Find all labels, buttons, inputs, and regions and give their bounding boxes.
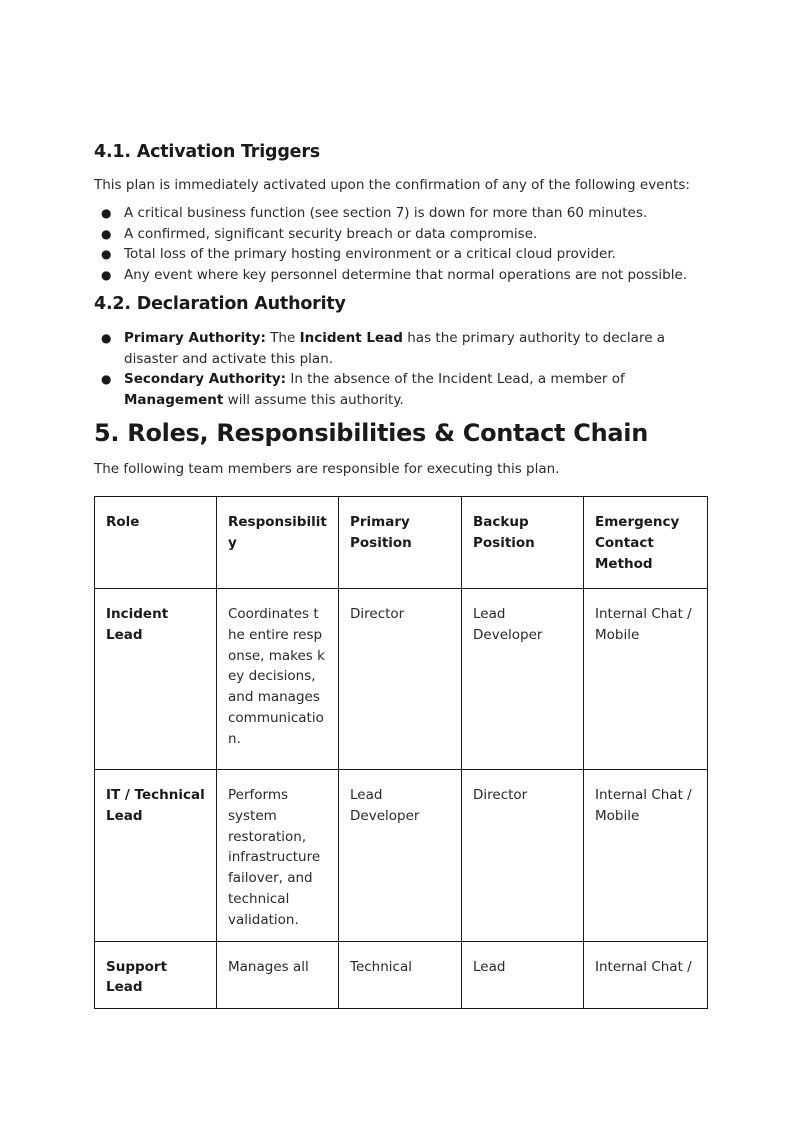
header-emergency-contact: Emergency Contact Method [584, 497, 708, 589]
cell-primary-position: Director [339, 589, 462, 770]
activation-triggers-list [94, 203, 687, 285]
bullet-icon: ● [101, 247, 112, 261]
cell-responsibility: Manages all [217, 941, 339, 1009]
header-backup-position: Backup Position [462, 497, 584, 589]
table-row [95, 589, 708, 770]
cell-primary-position: Lead Developer [339, 770, 462, 942]
list-item-secondary-authority: ● Secondary Authority: In the absence of the Incident Lead, a member of Management will assume this authority. [101, 371, 625, 408]
section-5-intro: The following team members are responsible for executing this plan. [94, 461, 560, 477]
bullet-icon: ● [101, 267, 112, 282]
cell-backup-position: Director [462, 770, 584, 942]
cell-contact-method: Internal Chat / [584, 941, 708, 1009]
cell-backup-position: Lead Developer [462, 589, 584, 770]
section-4-1-intro: This plan is immediately activated upon the confirmation of any of the following events: [94, 177, 690, 193]
section-4-2-heading: 4.2. Declaration Authority [94, 294, 346, 314]
cell-contact-method: Internal Chat / Mobile [584, 770, 708, 942]
bullet-icon: ● [101, 372, 112, 386]
table-row [95, 941, 708, 1009]
header-primary-position: Primary Position [339, 497, 462, 589]
cell-contact-method: Internal Chat / Mobile [584, 589, 708, 770]
section-4-1-heading: 4.1. Activation Triggers [94, 142, 320, 162]
cell-role: Support Lead [95, 941, 217, 1009]
declaration-authority-list [94, 328, 694, 410]
cell-backup-position: Lead [462, 941, 584, 1009]
list-item: ● A confirmed, significant security breach or data compromise. [94, 224, 687, 245]
list-item-primary-authority: ● Primary Authority: The Incident Lead has the primary authority to declare a disaster and activate this plan. [101, 330, 666, 367]
cell-responsibility: Performs system restoration, infrastructure failover, and technical validation. [217, 770, 339, 942]
list-item: ● Total loss of the primary hosting environment or a critical cloud provider. [94, 244, 687, 265]
table-row [95, 770, 708, 942]
table-header-row [95, 497, 708, 589]
cell-responsibility: Coordinates the entire response, makes key decisions, and manages communication. [217, 589, 339, 770]
bullet-icon: ● [101, 331, 112, 345]
list-item: ● A critical business function (see section 7) is down for more than 60 minutes. [94, 203, 687, 224]
bullet-icon: ● [101, 226, 112, 241]
section-5-heading: 5. Roles, Responsibilities & Contact Chain [94, 419, 648, 447]
header-responsibility: Responsibility [217, 497, 339, 589]
cell-role: IT / Technical Lead [95, 770, 217, 942]
roles-table [94, 496, 708, 1009]
list-item: ● Any event where key personnel determine that normal operations are not possible. [94, 265, 687, 286]
cell-role: Incident Lead [95, 589, 217, 770]
cell-primary-position: Technical [339, 941, 462, 1009]
header-role: Role [95, 497, 217, 589]
bullet-icon: ● [101, 206, 112, 220]
